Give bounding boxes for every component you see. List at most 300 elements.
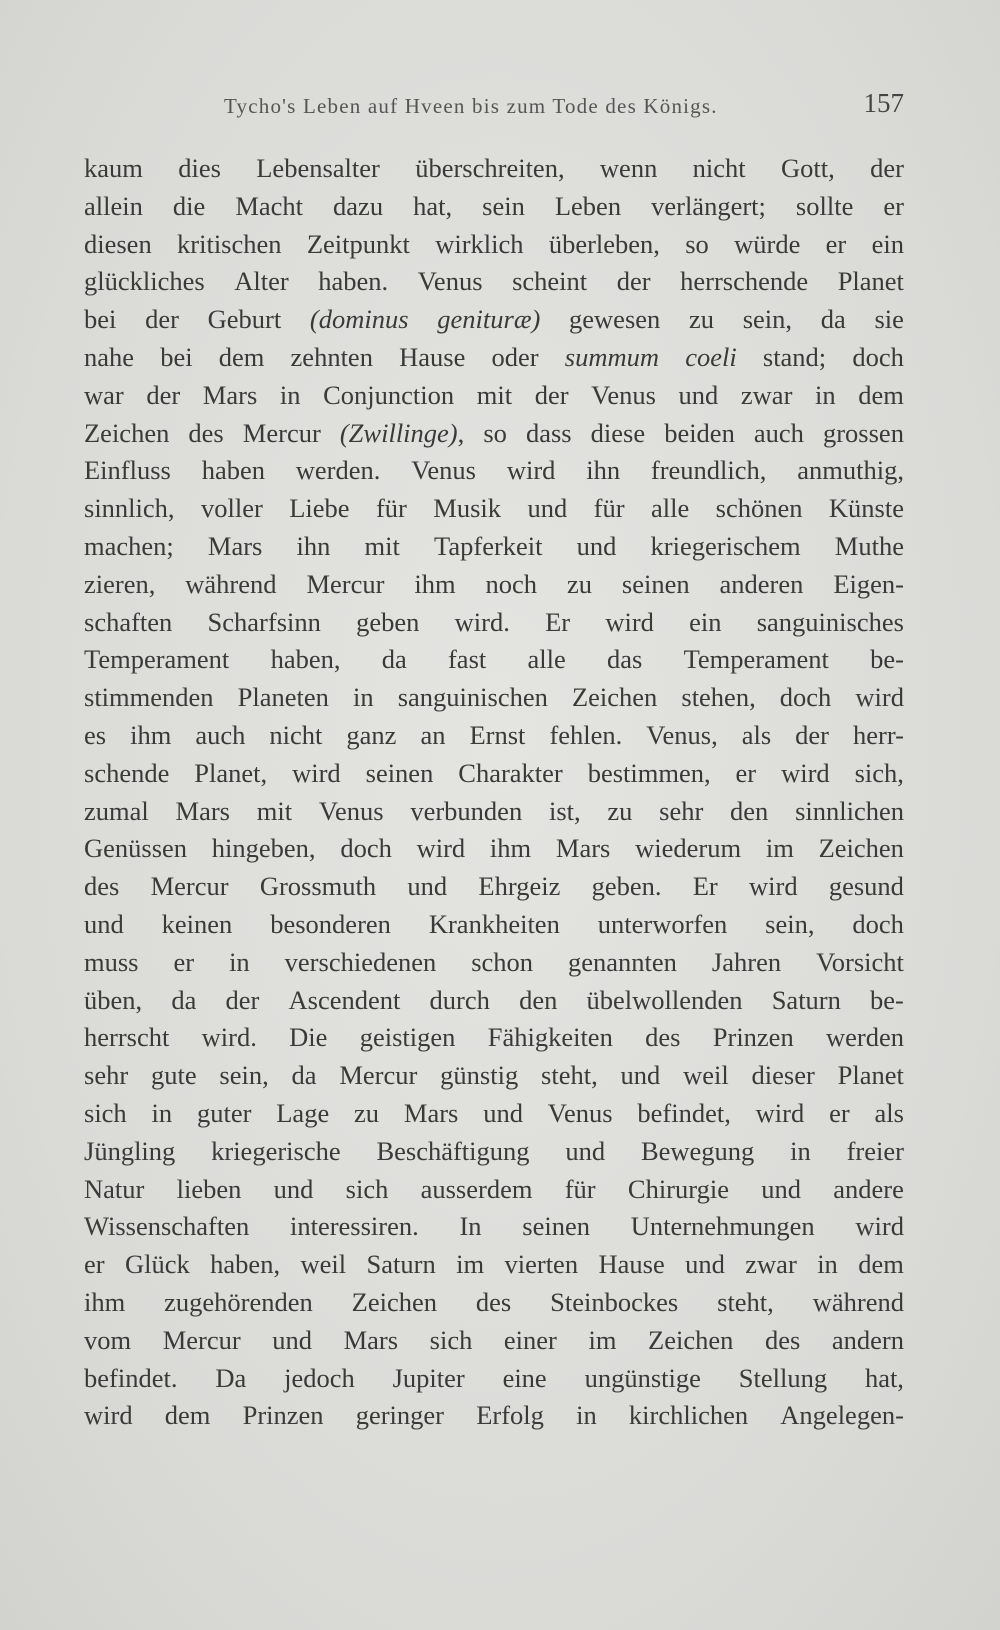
word: anderen xyxy=(719,568,804,599)
word: sanguinisches xyxy=(756,606,904,637)
text-line xyxy=(84,906,904,944)
word: Jahren xyxy=(711,946,782,977)
word: wird xyxy=(749,871,798,902)
word: verlängert; xyxy=(651,190,766,221)
word: Fähigkeiten xyxy=(487,1022,613,1053)
word: Mars xyxy=(403,1097,459,1128)
word: ihm xyxy=(84,1286,126,1317)
word: keinen xyxy=(161,908,233,939)
word: wird xyxy=(855,1211,904,1242)
word: diesen xyxy=(84,228,152,259)
word: ihm xyxy=(414,568,456,599)
word: die xyxy=(172,190,206,221)
word: und xyxy=(407,871,448,902)
word: geben. xyxy=(591,871,662,902)
word: für xyxy=(564,1173,596,1204)
word: Geburt xyxy=(207,304,282,335)
word: Steinbockes xyxy=(550,1286,679,1317)
word: In xyxy=(459,1211,482,1242)
word: voller xyxy=(200,493,263,524)
word: Er xyxy=(545,606,571,637)
word: Chirurgie xyxy=(627,1173,729,1204)
word: ein xyxy=(871,228,904,259)
word: Alter xyxy=(234,266,289,297)
word: und xyxy=(272,1324,313,1355)
text-line xyxy=(84,263,904,301)
word: Wissenschaften xyxy=(84,1211,250,1242)
word: Planet xyxy=(837,1060,904,1091)
word: des xyxy=(188,417,224,448)
text-line xyxy=(84,717,904,755)
word: Bewegung xyxy=(640,1135,755,1166)
word: in xyxy=(229,946,250,977)
word: diese xyxy=(590,417,646,448)
word: des xyxy=(84,871,120,902)
word: Prinzen xyxy=(712,1022,794,1053)
word: schende xyxy=(84,757,170,788)
word: eine xyxy=(502,1362,547,1393)
word: sein, xyxy=(765,908,815,939)
word: sehr xyxy=(84,1060,129,1091)
word: an xyxy=(420,719,446,750)
word: herr- xyxy=(853,719,904,750)
word: der xyxy=(616,266,651,297)
word: gute xyxy=(150,1060,197,1091)
word: dem xyxy=(218,341,265,372)
word: Jüngling xyxy=(84,1135,176,1166)
word: mit xyxy=(476,379,513,410)
word: coeli xyxy=(685,341,737,372)
text-line xyxy=(84,641,904,679)
word: wird. xyxy=(454,606,510,637)
word: er xyxy=(173,946,195,977)
text-line xyxy=(84,604,904,642)
word: sich xyxy=(345,1173,389,1204)
word: jedoch xyxy=(284,1362,355,1393)
text-line xyxy=(84,490,904,528)
word: doch xyxy=(852,341,904,372)
word: der xyxy=(145,304,179,335)
word: und xyxy=(483,1097,523,1128)
text-line xyxy=(84,944,904,982)
word: in xyxy=(151,1097,173,1128)
word: für xyxy=(375,493,407,524)
word: wird xyxy=(605,606,654,637)
word: glückliches xyxy=(84,266,205,297)
text-line xyxy=(84,679,904,717)
word: Planeten xyxy=(237,682,329,713)
word: wird xyxy=(84,1400,133,1431)
word: Zeichen xyxy=(648,1324,734,1355)
word: dass xyxy=(525,417,572,448)
word: Krankheiten xyxy=(428,908,560,939)
word: Zeichen xyxy=(351,1286,438,1317)
word: wird xyxy=(416,833,466,864)
word: der xyxy=(146,379,181,410)
word: ihm xyxy=(130,719,172,750)
word: er xyxy=(735,757,757,788)
text-line xyxy=(84,150,904,188)
word: durch xyxy=(429,984,490,1015)
word: muss xyxy=(84,946,139,977)
word: Mars xyxy=(202,379,258,410)
text-line xyxy=(84,528,904,566)
page-header xyxy=(84,88,904,128)
word: zu xyxy=(688,304,714,335)
word: herrschende xyxy=(680,266,809,297)
word: wird xyxy=(506,455,556,486)
word: interessiren. xyxy=(289,1211,419,1242)
word: Mars xyxy=(175,795,230,826)
word: und xyxy=(620,1060,661,1091)
word: Zeitpunkt xyxy=(306,228,410,259)
word: Einfluss xyxy=(84,455,171,486)
word: den xyxy=(519,984,558,1015)
word: als xyxy=(741,719,772,750)
word: überleben, xyxy=(548,228,660,259)
word: Jupiter xyxy=(392,1362,465,1393)
word: ganz xyxy=(346,719,397,750)
word: sich xyxy=(84,1097,127,1128)
word: schaften xyxy=(84,606,173,637)
word: seinen xyxy=(365,757,434,788)
word: kaum xyxy=(84,153,143,183)
word: zu xyxy=(354,1097,380,1128)
word: Genüssen xyxy=(84,833,188,864)
word: zwar xyxy=(740,379,793,410)
word: im xyxy=(456,1249,485,1280)
text-line xyxy=(84,1246,904,1284)
word: Unternehmungen xyxy=(630,1211,815,1242)
word: in xyxy=(815,379,836,410)
word: Hause xyxy=(598,1249,665,1280)
word: wird xyxy=(292,757,341,788)
word: Saturn xyxy=(366,1249,436,1280)
word: kriegerischem xyxy=(650,530,801,561)
text-line xyxy=(84,377,904,415)
word: sanguinischen xyxy=(397,682,548,713)
word: schon xyxy=(471,946,534,977)
word: Lebensalter xyxy=(256,153,380,183)
word: haben, xyxy=(270,644,341,675)
word: anmuthig, xyxy=(797,455,904,486)
word: bei xyxy=(84,304,117,335)
word: so xyxy=(483,417,507,448)
word: Zeichen xyxy=(571,682,658,713)
word: geringer xyxy=(355,1400,445,1431)
text-line xyxy=(84,1397,904,1435)
word: zu xyxy=(607,795,633,826)
word: sinnlichen xyxy=(795,795,904,826)
word: Conjunction xyxy=(323,379,455,410)
word: lieben xyxy=(176,1173,242,1204)
word: haben xyxy=(201,455,265,486)
word: summum xyxy=(564,341,660,372)
word: doch xyxy=(852,908,904,939)
word: kriegerische xyxy=(211,1135,341,1166)
text-line xyxy=(84,982,904,1020)
word: Venus xyxy=(318,795,384,826)
word: Angelegen- xyxy=(780,1400,904,1431)
word: Planet xyxy=(837,266,904,297)
word: Mars xyxy=(343,1324,399,1355)
word: Charakter xyxy=(458,757,563,788)
word: geben xyxy=(356,606,420,637)
word: und xyxy=(273,1173,314,1204)
text-line xyxy=(84,339,904,377)
word: günstig xyxy=(440,1060,519,1091)
word: sein xyxy=(482,190,525,221)
word: Leben xyxy=(554,190,622,221)
word: in xyxy=(352,682,374,713)
word: des xyxy=(475,1286,512,1317)
word: sein, xyxy=(219,1060,269,1091)
word: be- xyxy=(870,984,904,1015)
text-line xyxy=(84,566,904,604)
word: für xyxy=(593,493,625,524)
word: da xyxy=(820,304,846,335)
word: auch xyxy=(753,417,804,448)
word: er xyxy=(829,1097,850,1128)
word: in xyxy=(576,1400,597,1431)
word: (Zwillinge), xyxy=(339,417,465,448)
word: des xyxy=(645,1022,681,1053)
word: Mars xyxy=(555,833,611,864)
word: werden. xyxy=(295,455,381,486)
word: haben, xyxy=(210,1249,281,1280)
word: beiden xyxy=(664,417,735,448)
text-line xyxy=(84,301,904,339)
word: des xyxy=(764,1324,801,1355)
word: Glück xyxy=(125,1249,190,1280)
word: sehr xyxy=(659,795,704,826)
word: befindet, xyxy=(637,1097,731,1128)
word: Mercur xyxy=(339,1060,418,1091)
word: hingeben, xyxy=(211,833,316,864)
text-line xyxy=(84,226,904,264)
word: Venus xyxy=(591,379,656,410)
text-line xyxy=(84,830,904,868)
word: in xyxy=(279,379,301,410)
word: sinnlich, xyxy=(84,493,175,524)
word: stimmenden xyxy=(84,682,214,713)
word: den xyxy=(730,795,769,826)
word: in xyxy=(790,1135,811,1166)
word: war xyxy=(84,379,124,410)
word: da xyxy=(381,644,407,675)
word: kirchlichen xyxy=(628,1400,749,1431)
word: Lage xyxy=(276,1097,330,1128)
text-line xyxy=(84,868,904,906)
word: er xyxy=(825,228,847,259)
body-text xyxy=(84,150,904,1435)
word: und xyxy=(84,908,124,939)
word: Mercur xyxy=(306,568,385,599)
word: guter xyxy=(196,1097,252,1128)
word: zu xyxy=(566,568,592,599)
word: im xyxy=(765,833,794,864)
word: unterworfen xyxy=(597,908,728,939)
word: im xyxy=(588,1324,617,1355)
word: geistigen xyxy=(359,1022,456,1053)
text-line xyxy=(84,1322,904,1360)
word: Die xyxy=(289,1022,328,1053)
word: wirklich xyxy=(435,228,524,259)
text-line xyxy=(84,188,904,226)
word: und xyxy=(565,1135,606,1166)
text-line xyxy=(84,1095,904,1133)
word: Er xyxy=(692,871,718,902)
word: dem xyxy=(164,1400,211,1431)
word: Venus, xyxy=(646,719,718,750)
word: nicht xyxy=(269,719,323,750)
word: bestimmen, xyxy=(587,757,711,788)
word: ausserdem xyxy=(420,1173,533,1204)
word: Mercur xyxy=(242,417,321,448)
word: genituræ) xyxy=(437,304,541,335)
word: dazu xyxy=(333,190,384,221)
word: steht, xyxy=(541,1060,598,1091)
word: freier xyxy=(846,1135,904,1166)
text-line xyxy=(84,1019,904,1057)
word: und xyxy=(678,379,719,410)
word: zumal xyxy=(84,795,149,826)
text-line xyxy=(84,1057,904,1095)
text-line xyxy=(84,1171,904,1209)
running-head: Tycho's Leben auf Hveen bis zum Tode des Königs. xyxy=(224,94,718,118)
word: genannten xyxy=(568,946,677,977)
word: andern xyxy=(831,1324,904,1355)
word: Gott, xyxy=(781,153,835,183)
word: Mars xyxy=(207,530,263,561)
word: Venus xyxy=(547,1097,613,1128)
word: ist, xyxy=(548,795,581,826)
word: dieser xyxy=(751,1060,815,1091)
word: machen; xyxy=(84,530,174,561)
word: zwar xyxy=(745,1249,797,1280)
word: übelwollenden xyxy=(586,984,743,1015)
word: als xyxy=(874,1097,904,1128)
word: da xyxy=(171,984,197,1015)
word: würde xyxy=(734,228,801,259)
word: weil xyxy=(300,1249,347,1280)
word: der xyxy=(225,984,260,1015)
word: und xyxy=(685,1249,725,1280)
word: Mercur xyxy=(150,871,229,902)
word: fast xyxy=(447,644,487,675)
word: andere xyxy=(833,1173,904,1204)
word: Muthe xyxy=(834,530,904,561)
word: herrscht xyxy=(84,1022,170,1053)
word: während xyxy=(185,568,277,599)
word: sein, xyxy=(742,304,793,335)
word: haben. xyxy=(318,266,389,297)
word: sie xyxy=(874,304,904,335)
word: fehlen. xyxy=(549,719,623,750)
word: stehen, xyxy=(681,682,756,713)
word: Vorsicht xyxy=(816,946,904,977)
text-line xyxy=(84,452,904,490)
word: doch xyxy=(779,682,832,713)
word: während xyxy=(812,1286,904,1317)
page-number: 157 xyxy=(863,88,904,118)
word: hat, xyxy=(864,1362,904,1393)
word: er xyxy=(84,1249,105,1280)
word: wird xyxy=(781,757,830,788)
word: ihn xyxy=(586,455,621,486)
word: Temperament xyxy=(84,644,230,675)
word: wenn xyxy=(599,153,658,183)
word: einer xyxy=(503,1324,557,1355)
word: mit xyxy=(364,530,400,561)
word: zugehörenden xyxy=(164,1286,313,1317)
word: grossen xyxy=(822,417,904,448)
word: Eigen- xyxy=(833,568,904,599)
word: und xyxy=(576,530,617,561)
text-line xyxy=(84,1284,904,1322)
word: der xyxy=(795,719,830,750)
word: Künste xyxy=(828,493,904,524)
word: steht, xyxy=(717,1286,774,1317)
word: Macht xyxy=(235,190,304,221)
word: in xyxy=(817,1249,838,1280)
text-line xyxy=(84,755,904,793)
word: nahe xyxy=(84,341,135,372)
word: Planet, xyxy=(194,757,268,788)
word: Musik xyxy=(433,493,502,524)
text-line xyxy=(84,415,904,453)
word: es xyxy=(84,719,107,750)
word: ihn xyxy=(296,530,331,561)
word: zehnten xyxy=(290,341,373,372)
word: wird xyxy=(855,682,904,713)
word: Liebe xyxy=(289,493,350,524)
word: überschreiten, xyxy=(415,153,565,183)
word: vom xyxy=(84,1324,132,1355)
word: Natur xyxy=(84,1173,145,1204)
word: Venus xyxy=(411,455,476,486)
word: Erfolg xyxy=(476,1400,544,1431)
word: weil xyxy=(683,1060,729,1091)
word: gewesen xyxy=(569,304,661,335)
word: vierten xyxy=(504,1249,579,1280)
word: mit xyxy=(256,795,293,826)
word: seinen xyxy=(522,1211,590,1242)
word: Grossmuth xyxy=(259,871,377,902)
text-line xyxy=(84,1360,904,1398)
word: Ernst xyxy=(469,719,526,750)
word: oder xyxy=(491,341,539,372)
word: Ascendent xyxy=(288,984,401,1015)
word: er xyxy=(883,190,904,221)
text-line xyxy=(84,793,904,831)
word: dem xyxy=(858,1249,904,1280)
word: werden xyxy=(826,1022,904,1053)
word: Stellung xyxy=(738,1362,828,1393)
word: bei xyxy=(160,341,193,372)
word: Zeichen xyxy=(84,417,170,448)
word: ungünstige xyxy=(584,1362,701,1393)
word: Saturn xyxy=(771,984,841,1015)
word: seinen xyxy=(621,568,690,599)
word: Hause xyxy=(399,341,466,372)
word: allein xyxy=(84,190,143,221)
word: üben, xyxy=(84,984,143,1015)
word: sich, xyxy=(854,757,904,788)
text-line xyxy=(84,1208,904,1246)
word: (dominus xyxy=(309,304,409,335)
word: und xyxy=(761,1173,801,1204)
